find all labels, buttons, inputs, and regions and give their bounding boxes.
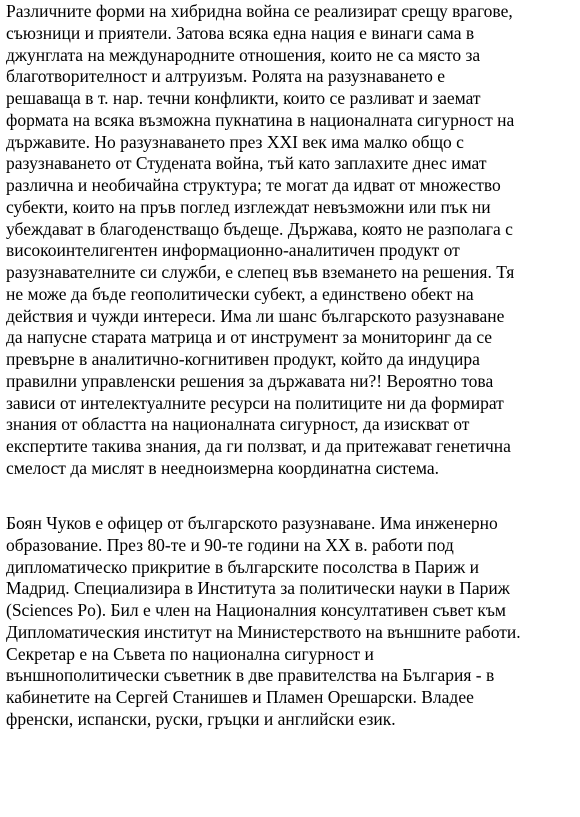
text-line: (Sciences Po). Бил е член на Националния консултативен съвет към (6, 600, 506, 620)
text-line: да напусне старата матрица и от инструмент за мониторинг да се (6, 327, 493, 348)
text-line: смелост да мислят в неедноизмерна координатна система. (6, 457, 439, 478)
text-line: различна и необичайна структура; те могат да идват от множество (6, 175, 501, 195)
paragraph-author-bio (6, 513, 578, 731)
text-line: експертите такива знания, да ги ползват, и да притежават генетична (6, 436, 511, 456)
text-line: субекти, които на пръв поглед изглеждат невъзможни или пък ни (6, 196, 491, 217)
text-line: убеждават в благоденстващо бъдеще. Държава, която не разполага с (6, 218, 513, 239)
text-line: действия и чужди интереси. Има ли шанс българското разузнаване (6, 305, 505, 326)
text-line: превърне в аналитично-когнитивен продукт, който да индуцира (6, 349, 480, 369)
text-line: благотворителност и алтруизъм. Ролята на разузнаването е (6, 66, 445, 87)
text-line: кабинетите на Сергей Станишев и Пламен Орешарски. Владее (6, 687, 474, 707)
text-line: външнополитически съветник в две правителства на България - в (6, 665, 495, 686)
text-line: Различните форми на хибридна война се реализират срещу врагове, (6, 1, 513, 21)
text-line: Секретар е на Съвета по национална сигурност и (6, 643, 374, 664)
text-line: зависи от интелектуалните ресурси на политиците ни да формират (6, 392, 504, 413)
text-line: дипломатическо прикритие в българските посолства в Париж и (6, 556, 479, 577)
text-line: държавите. Но разузнаването през XXI век има малко общо с (6, 131, 464, 152)
text-line: разузнаването от Студената война, тъй като заплахите днес имат (6, 153, 487, 174)
text-line: образование. През 80-те и 90-те години на XX в. работи под (6, 534, 454, 555)
text-line: знания от областта на националната сигурност, да изискват от (6, 414, 470, 435)
text-line: правилни управленски решения за държавата ни?! Вероятно това (6, 370, 494, 391)
paragraph-hybrid-warfare (6, 1, 578, 480)
text-line: разузнавателните си служби, е слепец във вземането на решения. Тя (6, 262, 515, 282)
text-line: високоинтелигентен информационно-аналитичен продукт от (6, 240, 460, 261)
text-line: джунглата на международните отношения, които не са място за (6, 44, 481, 65)
text-line: Боян Чуков е офицер от българското разузнаване. Има инженерно (6, 513, 498, 533)
text-line: френски, испански, руски, гръцки и английски език. (6, 708, 396, 729)
text-line: решаваща в т. нар. течни конфликти, които се разливат и заемат (6, 88, 481, 108)
text-line: не може да бъде геополитически субект, а единствено обект на (6, 283, 474, 304)
text-line: формата на всяка възможна пукнатина в националната сигурност на (6, 109, 515, 130)
text-line: Дипломатическия институт на Министерството на външните работи. (6, 621, 521, 642)
text-line: Мадрид. Специализира в Института за политически науки в Париж (6, 578, 510, 599)
text-line: съюзници и приятели. Затова всяка една нация е винаги сама в (6, 22, 475, 43)
